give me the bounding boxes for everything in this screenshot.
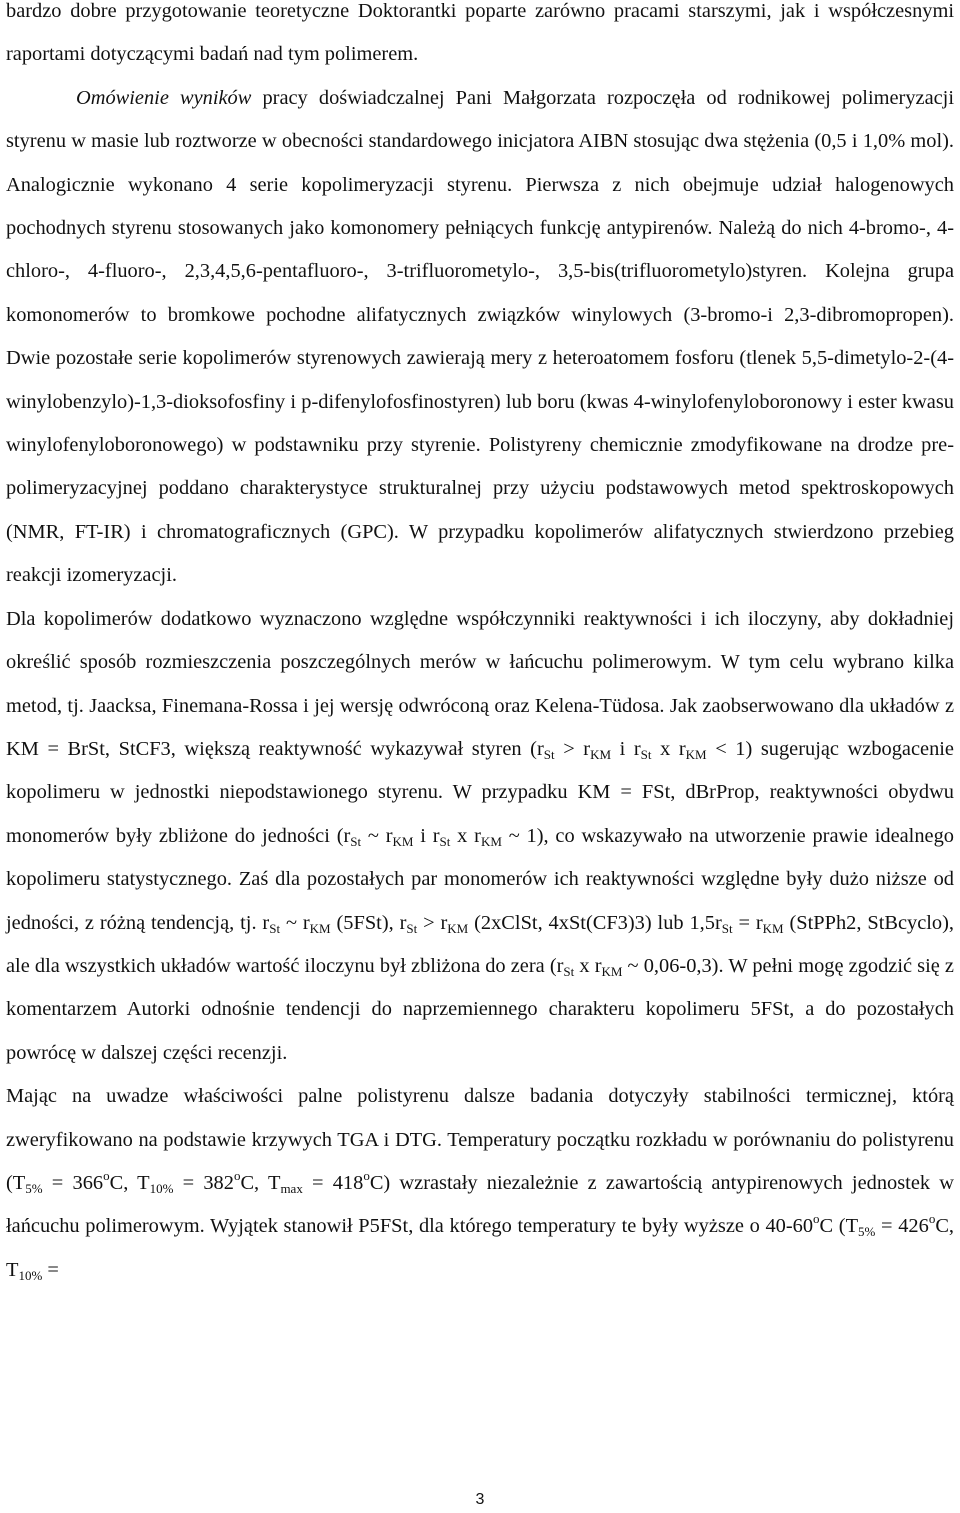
paragraph-reactivity-ratios: Dla kopolimerów dodatkowo wyznaczono względne współczynniki reaktywności i ich iloczyny, aby dokładniej określić sposób rozmieszczenia poszczególnych merów w łańcuchu polimerowym. W tym celu wybrano kilka metod, tj. Jaacksa, Finemana-Rossa i jej wersję odwróconą oraz Kelena-Tüdosa. Jak zaobserwowano dla układów z KM = BrSt, StCF3, większą reaktywność wykazywał styren ($r_{St} > r_{KM}$ i $r_{St}$ x $r_{KM} < 1$) sugerując wzbogacenie kopolimeru w jednostki niepodstawionego styrenu. W przypadku KM = FSt, dBrProp, reaktywności obydwu monomerów były zbliżone do jedności ($r_{St}$ ~ $r_{KM}$ i $r_{St}$ x $r_{KM}$ ~ 1), co wskazywało na utworzenie prawie idealnego kopolimeru statystycznego. Zaś dla pozostałych par monomerów ich reaktywności względne były dużo niższe od jedności, z różną tendencją, tj. $r_{St}$ ~ $r_{KM}$ (5FSt), $r_{St} > r_{KM}$ (2xClSt, 4xSt(CF3)3) lub $1,5r_{St} = r_{KM}$ (StPPh2, StBcyclo), ale dla wszystkich układów wartość iloczynu był zbliżona do zera ($r_{St}$ x $r_{KM}$ ~ 0,06-0,3). W pełni mogę zgodzić się z komentarzem Autorki odnośnie tendencji do naprzemiennego charakteru kopolimeru 5FSt, a do pozostałych powrócę w dalszej części recenzji. — [6, 607, 954, 1064]
paragraph-intro-end: bardzo dobre przygotowanie teoretyczne Doktorantki poparte zarówno pracami starszymi, jak i współczesnymi raportami dotyczącymi badań nad tym polimerem. — [6, 0, 954, 66]
italic-heading-phrase: Omówienie wyników — [76, 86, 252, 109]
document-page — [6, 0, 954, 1292]
paragraph-results-overview: Omówienie wyników pracy doświadczalnej Pani Małgorzata rozpoczęła od rodnikowej polimeryzacji styrenu w masie lub roztworze w obecności standardowego inicjatora AIBN stosując dwa stężenia (0,5 i 1,0% mol). Analogicznie wykonano 4 serie kopolimeryzacji styrenu. Pierwsza z nich obejmuje udział halogenowych pochodnych styrenu stosowanych jako komonomery pełniących funkcję antypirenów. Należą do nich 4-bromo-, 4-chloro-, 4-fluoro-, 2,3,4,5,6-pentafluoro-, 3-trifluorometylo-, 3,5-bis(trifluorometylo)styren. Kolejna grupa komonomerów to bromkowe pochodne alifatycznych związków winylowych (3-bromo-i 2,3-dibromopropen). Dwie pozostałe serie kopolimerów styrenowych zawierają mery z heteroatomem fosforu (tlenek 5,5-dimetylo-2-(4-winylobenzylo)-1,3-dioksofosfiny i p-difenylofosfinostyren) lub boru (kwas 4-winylofenyloboronowy i ester kwasu winylofenyloboronowego) w podstawniku przy styrenie. Polistyreny chemicznie zmodyfikowane na drodze pre-polimeryzacyjnej poddano charakterystyce strukturalnej przy użyciu podstawowych metod spektroskopowych (NMR, FT-IR) i chromatograficznych (GPC). W przypadku kopolimerów alifatycznych stwierdzono przebieg reakcji izomeryzacji. — [6, 86, 954, 587]
paragraph-thermal-stability: Mając na uwadze właściwości palne polistyrenu dalsze badania dotyczyły stabilności termicznej, którą zweryfikowano na podstawie krzywych TGA i DTG. Temperatury początku rozkładu w porównaniu do polistyrenu ($T_{5\%} = 366^oC$, $T_{10\%} = 382^oC$, $T_{max} = 418^oC$) wzrastały niezależnie z zawartością antypirenowych jednostek w łańcuchu polimerowym. Wyjątek stanowił P5FSt, dla którego temperatury te były wyższe o 40-60$^o$C ($T_{5\%} = 426^oC$, $T_{10\%}$ = — [6, 1085, 955, 1283]
page-number: 3 — [475, 1491, 485, 1508]
